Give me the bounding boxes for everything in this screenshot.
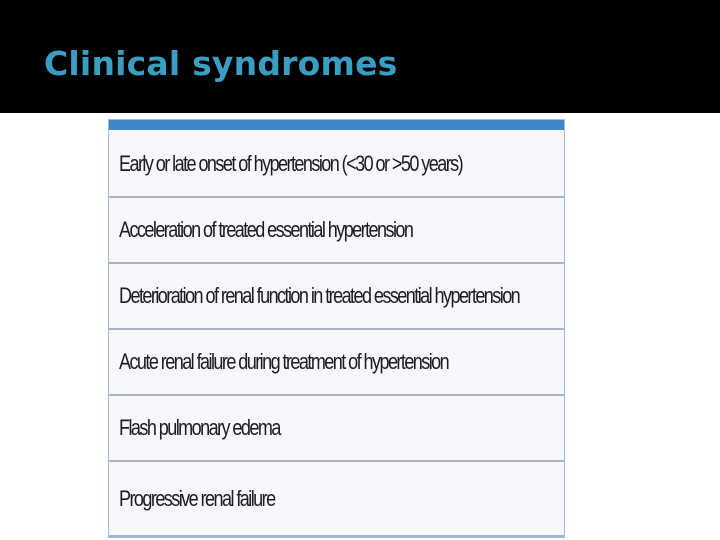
table-row [109,264,564,330]
clinical-syndromes-table [108,119,565,538]
table-row [109,330,564,396]
table-row [109,462,564,537]
table-row-text: Early or late onset of hypertension (<30 or >50 years) [119,151,463,176]
table-row-text: Acute renal failure during treatment of hypertension [119,349,449,374]
table-top-rule [109,120,564,130]
page-title: Clinical syndromes [44,44,398,83]
table-row-text: Deterioration of renal function in treated essential hypertension [119,283,520,308]
table-row-text: Progressive renal failure [119,485,275,511]
table-rows [109,132,564,537]
table-row [109,198,564,264]
table-row [109,132,564,198]
table-row [109,396,564,462]
title-bar [0,0,720,113]
table-row-text: Acceleration of treated essential hypertension [119,217,413,242]
table-row-text: Flash pulmonary edema [119,415,280,440]
